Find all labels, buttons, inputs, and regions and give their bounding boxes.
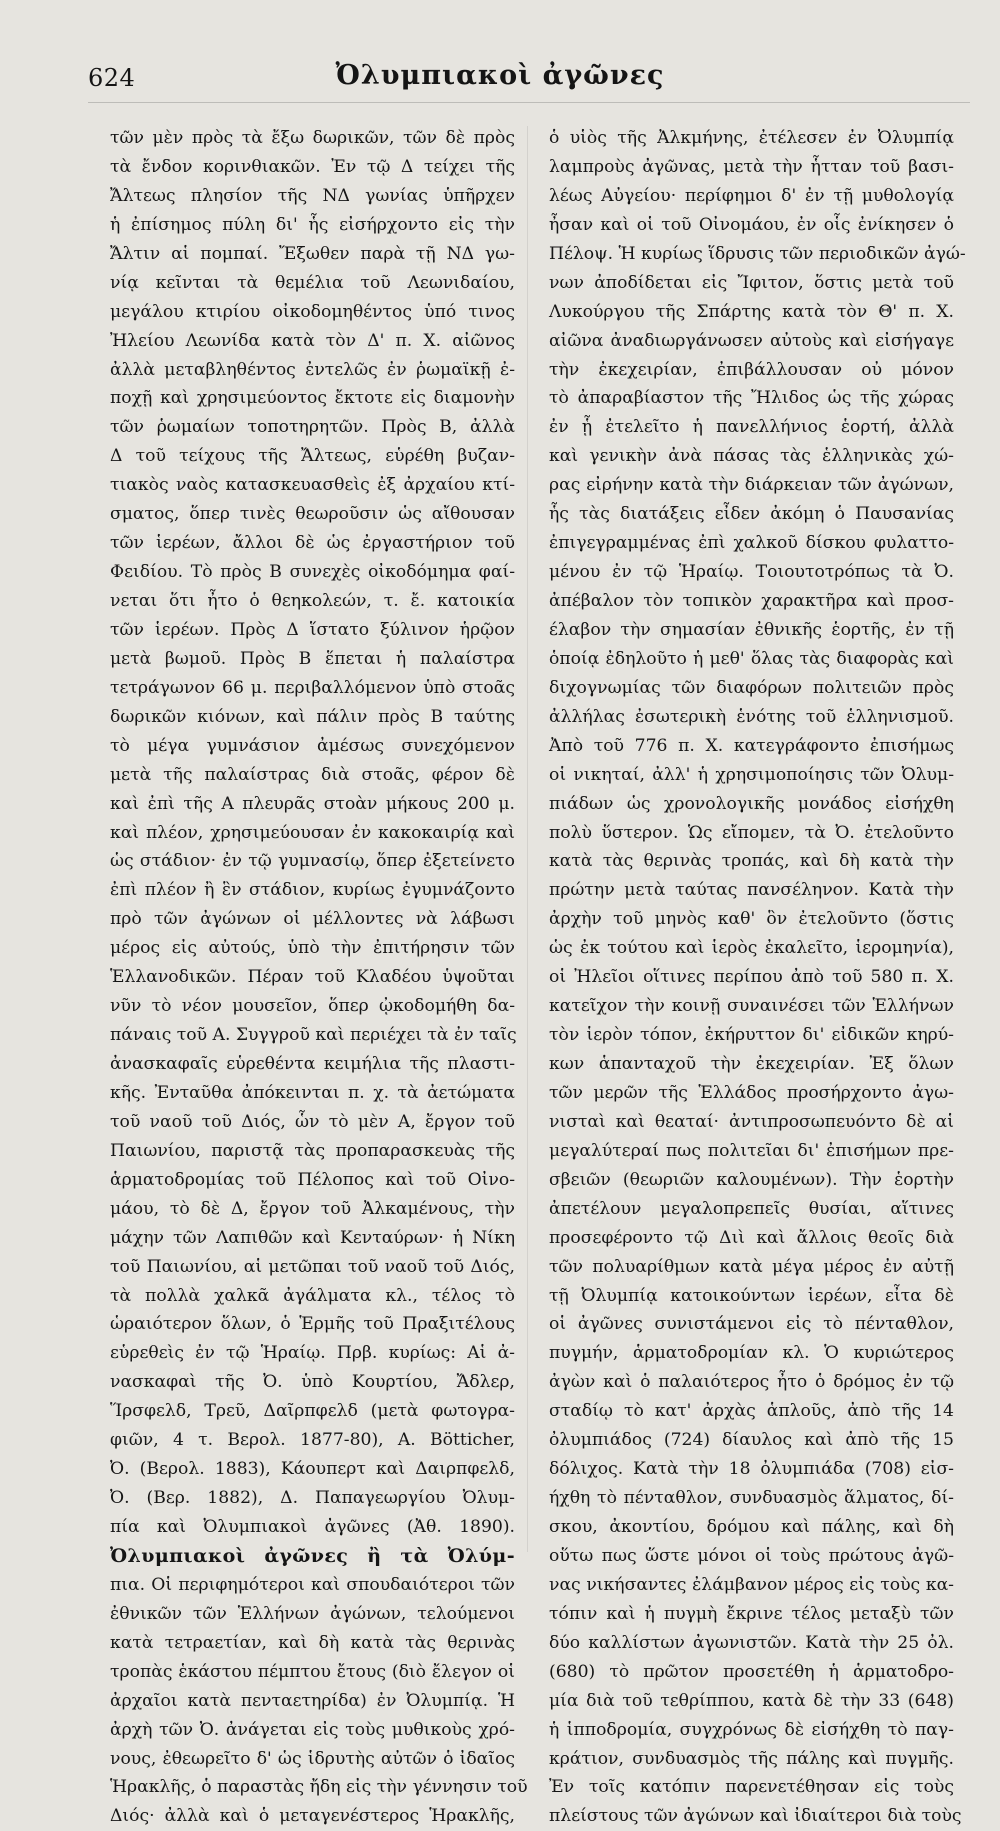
text-line: μία διὰ τοῦ τεθρίππου, κατὰ δὲ τὴν 33 (648) [549, 1690, 954, 1711]
text-line: τῶν πολυαρίθμων κατὰ μέγα μέρος ἐν αὐτῇ [549, 1256, 954, 1277]
text-line: φιῶν, 4 τ. Βερολ. 1877-80), A. Bötticher, [110, 1430, 515, 1451]
text-line: τῇ Ὀλυμπίᾳ κατοικούντων ἱερέων, εἶτα δὲ [549, 1285, 954, 1306]
text-line: τοῦ ναοῦ τοῦ Διός, ὧν τὸ μὲν Α, ἔργον τοῦ [110, 1111, 515, 1132]
text-line: Ἐν τοῖς κατόπιν παρενετέθησαν εἰς τοὺς [549, 1777, 954, 1798]
text-line: ἀπετέλουν μεγαλοπρεπεῖς θυσίαι, αἵτινες [549, 1198, 954, 1219]
text-line: τοῦ Παιωνίου, αἱ μετῶπαι τοῦ ναοῦ τοῦ Διός, [110, 1256, 515, 1277]
text-line: προσεφέροντο τῷ Διὶ καὶ ἄλλοις θεοῖς διὰ [549, 1227, 954, 1248]
text-line: μέρος εἰς αὐτούς, ὑπὸ τὴν ἐπιτήρησιν τῶν [110, 938, 515, 959]
text-line: σταδίῳ τὸ κατ' ἀρχὰς ἁπλοῦς, ἀπὸ τῆς 14 [549, 1401, 954, 1422]
text-line: τῶν μερῶν τῆς Ἑλλάδος προσήρχοντο ἀγω- [549, 1082, 954, 1103]
column-divider [527, 126, 528, 1552]
text-line: ἀρχὴ τῶν Ὀ. ἀνάγεται εἰς τοὺς μυθικοὺς χρό- [110, 1719, 515, 1740]
text-line: ἡ ἐπίσημος πύλη δι' ἧς εἰσήρχοντο εἰς τὴν [110, 214, 515, 235]
text-line: νας νικήσαντες ἐλάμβανον μέρος εἰς τοὺς κα- [549, 1574, 954, 1595]
text-line: ποχῇ καὶ χρησιμεύοντος ἔκτοτε εἰς διαμονὴν [110, 388, 515, 409]
text-line: ἀρχὴν τοῦ μηνὸς καθ' ὃν ἐτελοῦντο (ὅστις [549, 909, 954, 930]
text-line: καὶ γενικὴν ἀνὰ πάσας τὰς ἑλληνικὰς χώ- [549, 446, 954, 467]
text-line: δωρικῶν κιόνων, καὶ πάλιν πρὸς Β ταύτης [110, 706, 515, 727]
text-line: ὡς ἐκ τούτου καὶ ἱερὸς ἐκαλεῖτο, ἱερομηνία), [549, 938, 954, 959]
text-line: οἱ Ἠλεῖοι οἵτινες περίπου ἀπὸ τοῦ 580 π. Χ. [549, 967, 954, 988]
text-line: μετὰ βωμοῦ. Πρὸς Β ἕπεται ἡ παλαίστρα [110, 648, 515, 669]
text-line: κράτιον, συνδυασμὸς τῆς πάλης καὶ πυγμῆς. [549, 1748, 954, 1769]
text-line: ἀλλὰ μεταβληθέντος ἐντελῶς ἐν ῥωμαϊκῇ ἐ- [110, 359, 515, 380]
text-line: μάχην τῶν Λαπιθῶν καὶ Κενταύρων· ἡ Νίκη [110, 1227, 515, 1248]
text-line: ὡραιότερον ὅλων, ὁ Ἑρμῆς τοῦ Πραξιτέλους [110, 1314, 515, 1335]
text-line: Παιωνίου, παριστᾷ τὰς προπαρασκευὰς τῆς [110, 1140, 515, 1161]
text-line: αἰῶνα ἀναδιωργάνωσεν αὐτοὺς καὶ εἰσήγαγε [549, 330, 954, 351]
text-line: κῆς. Ἐνταῦθα ἀπόκεινται π. χ. τὰ ἀετώματα [110, 1082, 515, 1103]
text-line: έλαβον τὴν σημασίαν ἐθνικῆς ἑορτῆς, ἐν τῇ [549, 619, 954, 640]
text-line: ὡς στάδιον· ἐν τῷ γυμνασίῳ, ὅπερ ἐξετείνετο [110, 851, 515, 872]
text-line: εὑρεθεὶς ἐν τῷ Ἡραίῳ. Πρβ. κυρίως: Αἱ ἀ- [110, 1343, 515, 1364]
text-line: ὀλυμπιάδος (724) δίαυλος καὶ ἀπὸ τῆς 15 [549, 1430, 954, 1451]
text-line: μετὰ τῆς παλαίστρας διὰ στοᾶς, φέρον δὲ [110, 764, 515, 785]
text-line: ἀλλήλας ἐσωτερικὴ ἑνότης τοῦ ἑλληνισμοῦ. [549, 706, 954, 727]
text-line: ὁ υἱὸς τῆς Ἀλκμήνης, ἐτέλεσεν ἐν Ὀλυμπίᾳ [549, 128, 954, 148]
text-line: νων ἀποδίδεται εἰς Ἴφιτον, ὅστις μετὰ τοῦ [549, 272, 954, 293]
text-line: τῶν ἱερέων. Πρὸς Δ ἵστατο ξύλινον ἡρῷον [110, 619, 515, 640]
text-line: ἧς τὰς διατάξεις εἶδεν ἀκόμη ὁ Παυσανίας [549, 504, 954, 525]
text-line: σκου, ἀκοντίου, δρόμου καὶ πάλης, καὶ δὴ [549, 1517, 954, 1537]
text-line: κων ἁπανταχοῦ τὴν ἐκεχειρίαν. Ἐξ ὅλων [549, 1054, 954, 1074]
text-line: μεγαλύτεραί πως πολιτεῖαι δι' ἐπισήμων πρε- [549, 1140, 954, 1161]
text-line: Φειδίου. Τὸ πρὸς Β συνεχὲς οἰκοδόμημα φαί- [110, 562, 515, 583]
page-number: 624 [88, 64, 136, 92]
text-line: ἀπέβαλον τὸν τοπικὸν χαρακτῆρα καὶ προσ- [549, 591, 954, 611]
text-line: οἱ νικηταί, ἀλλ' ἡ χρησιμοποίησις τῶν Ὀλυμ- [549, 764, 954, 785]
text-line: πάναις τοῦ Α. Συγγροῦ καὶ περιέχει τὰ ἐν ταῖς [110, 1025, 517, 1046]
text-line: τιακὸς ναὸς κατασκευασθεὶς ἐξ ἀρχαίου κτί- [110, 475, 515, 496]
text-line: νῦν τὸ νέον μουσεῖον, ὅπερ ᾠκοδομήθη δα- [110, 996, 515, 1017]
text-line: πλείστους τῶν ἀγώνων καὶ ἰδιαίτεροι διὰ τοὺς [549, 1806, 962, 1827]
text-line: πία καὶ Ὀλυμπιακοὶ ἀγῶνες (Ἀθ. 1890). [110, 1517, 515, 1537]
text-line: λέως Αὐγείου· περίφημοι δ' ἐν τῇ μυθολογίᾳ [549, 185, 954, 206]
text-line: τροπὰς ἑκάστου πέμπτου ἔτους (διὸ ἔλεγον οἱ [110, 1661, 515, 1682]
text-line: νους, ἐθεωρεῖτο δ' ὡς ἱδρυτὴς αὐτῶν ὁ ἰδαῖος [110, 1748, 515, 1769]
text-line: πολὺ ὕστερον. Ὡς εἴπομεν, τὰ Ὀ. ἐτελοῦντο [549, 822, 954, 843]
text-line: ὁποίᾳ ἐδηλοῦτο ἡ μεθ' ὅλας τὰς διαφορὰς καὶ [549, 648, 954, 669]
text-line: νασκαφαὶ τῆς Ὀ. ὑπὸ Κουρτίου, Ἄδλερ, [110, 1372, 515, 1393]
text-line: Δ τοῦ τείχους τῆς Ἄλτεως, εὑρέθη βυζαν- [110, 446, 515, 467]
header-rule [88, 102, 970, 103]
article-heading: Ὀλυμπιακοὶ ἀγῶνες ἢ τὰ Ὀλύμ- [110, 1544, 515, 1567]
text-line: μένου ἐν τῷ Ἡραίῳ. Τοιουτοτρόπως τὰ Ὀ. [549, 562, 954, 583]
text-line: τὸ ἀπαραβίαστον τῆς Ἤλιδος ὡς τῆς χώρας [549, 388, 954, 409]
text-line: ἡ ἱπποδρομία, συγχρόνως δὲ εἰσήχθη τὸ παγ- [549, 1719, 954, 1740]
text-line: νισταὶ καὶ θεαταί· ἀντιπροσωπευόντο δὲ αἱ [549, 1111, 954, 1132]
text-line: κατὰ τὰς θερινὰς τροπάς, καὶ δὴ κατὰ τὴν [549, 851, 954, 872]
text-line: Ἄλτεως πλησίον τῆς ΝΔ γωνίας ὑπῆρχεν [110, 185, 515, 206]
text-line: τὸ μέγα γυμνάσιον ἀμέσως συνεχόμενον [110, 735, 515, 756]
text-line: νεται ὅτι ἦτο ὁ θεηκολεών, τ. ἔ. κατοικία [110, 591, 515, 611]
text-line: τετράγωνον 66 μ. περιβαλλόμενον ὑπὸ στοᾶς [110, 677, 515, 698]
text-line: (680) τὸ πρῶτον προσετέθη ἡ ἁρματοδρο- [549, 1661, 954, 1682]
text-line: σματος, ὅπερ τινὲς θεωροῦσιν ὡς αἴθουσαν [110, 504, 515, 525]
text-line: τὸν ἱερὸν τόπον, ἐκήρυττον δι' εἰδικῶν κηρύ- [549, 1025, 954, 1046]
text-line: ἐθνικῶν τῶν Ἑλλήνων ἀγώνων, τελούμενοι [110, 1603, 515, 1624]
text-line: τὰ ἔνδον κορινθιακῶν. Ἐν τῷ Δ τείχει τῆς [110, 156, 515, 177]
page-header [0, 52, 1000, 108]
text-line: διχογνωμίας τῶν διαφόρων πολιτειῶν πρὸς [549, 677, 954, 698]
text-line: πιάδων ὡς χρονολογικῆς μονάδος εἰσήχθη [549, 793, 954, 814]
text-line: πρώτην μετὰ ταύτας πανσέληνον. Κατὰ τὴν [549, 880, 954, 901]
text-line: Ὀ. (Βερ. 1882), Δ. Παπαγεωργίου Ὀλυμ- [110, 1488, 515, 1509]
text-line: νίᾳ κεῖνται τὰ θεμέλια τοῦ Λεωνιδαίου, [110, 272, 515, 293]
text-line: καὶ πλέον, χρησιμεύουσαν ἐν κακοκαιρίᾳ καὶ [110, 822, 515, 843]
text-line: οἱ ἀγῶνες συνιστάμενοι εἰς τὸ πένταθλον, [549, 1314, 954, 1335]
text-line: ἁρματοδρομίας τοῦ Πέλοπος καὶ τοῦ Οἰνο- [110, 1169, 515, 1190]
text-line: κατὰ τετραετίαν, καὶ δὴ κατὰ τὰς θερινὰς [110, 1632, 515, 1653]
text-line: ἀρχαῖοι κατὰ πενταετηρίδα) ἐν Ὀλυμπίᾳ. Ἡ [110, 1690, 515, 1711]
text-line: Ἡρακλῆς, ὁ παραστὰς ἤδη εἰς τὴν γέννησιν τοῦ [110, 1777, 528, 1798]
text-line: πρὸ τῶν ἀγώνων οἱ μέλλοντες νὰ λάβωσι [110, 909, 515, 930]
text-line: τῶν ῥωμαίων τοποτηρητῶν. Πρὸς Β, ἀλλὰ [110, 417, 515, 438]
text-line: Λυκούργου τῆς Σπάρτης κατὰ τὸν Θ' π. Χ. [549, 301, 954, 322]
text-line: κατεῖχον τὴν κοινῇ συναινέσει τῶν Ἑλλήνων [549, 996, 954, 1017]
text-line: τῶν ἱερέων, ἄλλοι δὲ ὡς ἐργαστήριον τοῦ [110, 533, 515, 554]
text-line: τόπιν καὶ ἡ πυγμὴ ἔκρινε τέλος μεταξὺ τῶν [549, 1603, 954, 1624]
text-line: ἐν ᾗ ἐτελεῖτο ἡ πανελλήνιος ἑορτή, ἀλλὰ [549, 417, 954, 438]
text-line: λαμπροὺς ἀγῶνας, μετὰ τὴν ἧτταν τοῦ βασι- [549, 156, 954, 177]
right-text-column [549, 124, 966, 1827]
text-line: ἐπὶ πλέον ἢ ἓν στάδιον, κυρίως ἐγυμνάζοντο [110, 880, 515, 901]
text-line: δόλιχος. Κατὰ τὴν 18 ὀλυμπιάδα (708) εἰσ- [549, 1459, 954, 1480]
text-line: Ὀ. (Βερολ. 1883), Κάουπερτ καὶ Δαιρπφελδ, [110, 1459, 515, 1480]
text-line: σβειῶν (θεωριῶν καλουμένων). Τὴν ἑορτὴν [549, 1169, 954, 1190]
text-line: Ἑλλανοδικῶν. Πέραν τοῦ Κλαδέου ὑψοῦται [110, 967, 515, 988]
text-line: ήχθη τὸ πένταθλον, συνδυασμὸς ἅλματος, δί- [549, 1488, 954, 1509]
text-line: ἀνασκαφαῖς εὑρεθέντα κειμήλια τῆς πλαστι- [110, 1054, 515, 1074]
text-line: τῶν μὲν πρὸς τὰ ἔξω δωρικῶν, τῶν δὲ πρὸς [110, 128, 515, 148]
running-title: Ὀλυμπιακοὶ ἀγῶνες [335, 60, 665, 91]
text-line: Ἀπὸ τοῦ 776 π. Χ. κατεγράφοντο ἐπισήμως [549, 735, 954, 756]
text-line: μάου, τὸ δὲ Δ, ἔργον τοῦ Ἀλκαμένους, τὴν [110, 1198, 515, 1219]
text-line: ἦσαν καὶ οἱ τοῦ Οἰνομάου, ἐν οἷς ἐνίκησεν ὁ [549, 214, 954, 235]
text-line: ἐπιγεγραμμένας ἐπὶ χαλκοῦ δίσκου φυλαττο- [549, 533, 954, 554]
text-line: πυγμήν, ἁρματοδρομίαν κλ. Ὁ κυριώτερος [549, 1343, 954, 1364]
text-line: Ἄλτιν αἱ πομπαί. Ἔξωθεν παρὰ τῇ ΝΔ γω- [110, 243, 515, 264]
text-line: καὶ ἐπὶ τῆς Α πλευρᾶς στοὰν μήκους 200 μ. [110, 793, 515, 814]
text-line: τὴν ἐκεχειρίαν, ἐπιβάλλουσαν οὐ μόνον [549, 359, 954, 380]
text-line: Διός· ἀλλὰ καὶ ὁ μεταγενέστερος Ἡρακλῆς, [110, 1806, 515, 1827]
text-line: ρας εἰρήνην κατὰ τὴν διάρκειαν τῶν ἀγώνων, [549, 475, 954, 496]
text-line: ἀγὼν καὶ ὁ παλαιότερος ἦτο ὁ δρόμος ἐν τῷ [549, 1372, 954, 1393]
text-line: πια. Οἱ περιφημότεροι καὶ σπουδαιότεροι τῶν [110, 1574, 515, 1595]
text-line: μεγάλου κτιρίου οἰκοδομηθέντος ὑπό τινος [110, 301, 515, 322]
text-line: Ἵρσφελδ, Τρεῦ, Δαῖρπφελδ (μετὰ φωτογρα- [110, 1401, 515, 1422]
text-line: τὰ πολλὰ χαλκᾶ ἀγάλματα κλ., τέλος τὸ [110, 1285, 515, 1306]
text-line: δύο καλλίστων ἀγωνιστῶν. Κατὰ τὴν 25 ὀλ. [549, 1632, 954, 1653]
text-line: Ἠλείου Λεωνίδα κατὰ τὸν Δ' π. Χ. αἰῶνος [110, 330, 515, 351]
text-line: οὕτω πως ὥστε μόνοι οἱ τοὺς πρώτους ἀγῶ- [549, 1545, 954, 1566]
left-text-column [110, 124, 528, 1827]
text-line: Πέλοψ. Ἡ κυρίως ἵδρυσις τῶν περιοδικῶν ἀγώ- [549, 243, 966, 264]
